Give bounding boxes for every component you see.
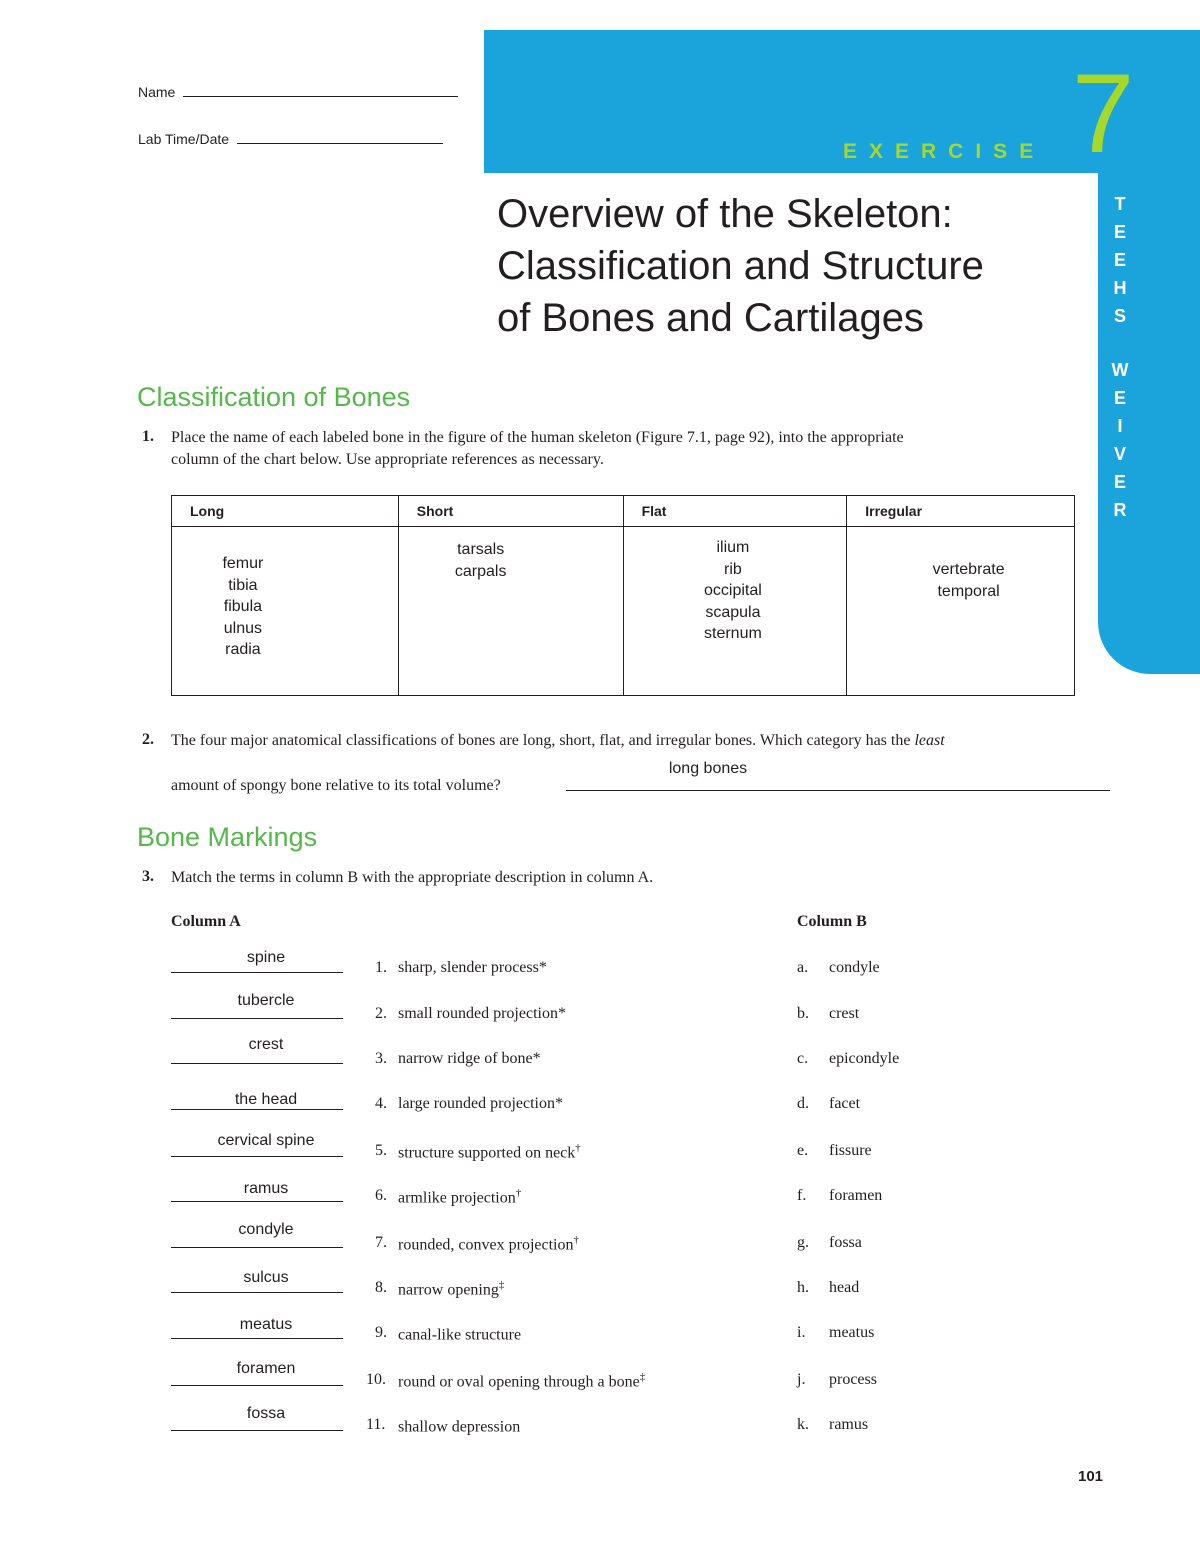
description-text [398, 1279, 504, 1299]
answer-blank[interactable] [171, 1018, 343, 1019]
exercise-number: 7 [1072, 51, 1135, 176]
footnote-mark: † [575, 1142, 581, 1154]
description-text [398, 1371, 645, 1391]
bone-entry: femur [222, 555, 264, 572]
title-line-2: Classification and Structure [497, 244, 984, 288]
term-letter: j. [797, 1371, 806, 1388]
term-letter: d. [797, 1095, 809, 1112]
cell-irregular[interactable] [847, 527, 1075, 696]
col-header-long: Long [172, 496, 399, 527]
review-sheet-letter: H [1113, 278, 1127, 298]
review-sheet-letter [1107, 330, 1133, 356]
description-label: armlike projection [398, 1189, 516, 1207]
question-1-text [171, 427, 1071, 471]
description-number: 10. [366, 1371, 386, 1388]
answer-blank[interactable] [171, 1385, 343, 1386]
description-text [398, 959, 547, 977]
description-number: 5. [375, 1142, 387, 1159]
description-text [398, 1324, 521, 1344]
description-text [398, 1005, 566, 1023]
term-letter: h. [797, 1279, 809, 1296]
labtime-blank[interactable] [237, 132, 443, 144]
question-1-line-2: column of the chart below. Use appropriate references as necessary. [171, 451, 604, 468]
question-2-line-2: amount of spongy bone relative to its total volume? [171, 777, 501, 794]
answer-text: spine [246, 949, 286, 966]
review-sheet-letter: E [1113, 222, 1126, 242]
labtime-label: Lab Time/Date [138, 131, 230, 147]
footnote-mark: * [557, 1005, 566, 1022]
review-sheet-letter: I [1117, 416, 1123, 436]
section-heading-bone-markings: Bone Markings [137, 822, 318, 852]
description-label: sharp, slender process [398, 959, 539, 976]
description-number: 8. [375, 1279, 387, 1296]
col-header-short: Short [398, 496, 623, 527]
col-header-irregular: Irregular [847, 496, 1075, 527]
term-text: condyle [829, 959, 880, 976]
bone-entry: sternum [704, 625, 762, 642]
term-letter: f. [797, 1187, 807, 1204]
description-label: shallow depression [398, 1418, 521, 1436]
col-header-flat: Flat [623, 496, 847, 527]
term-text: foramen [829, 1187, 883, 1204]
answer-text: sulcus [243, 1269, 289, 1286]
bone-entry: tibia [228, 576, 258, 594]
term-text: ramus [829, 1416, 869, 1433]
answer-blank[interactable] [171, 1292, 343, 1293]
answer-blank[interactable] [171, 1063, 343, 1064]
term-letter: a. [797, 959, 809, 976]
bone-entry: ilium [716, 539, 750, 556]
question-2-line-1 [171, 730, 945, 752]
description-label: large rounded projection [398, 1095, 555, 1112]
description-number: 9. [375, 1324, 387, 1341]
answer-blank[interactable] [171, 1156, 343, 1157]
bone-entry: tarsals [457, 541, 505, 558]
bone-entry: radia [225, 641, 261, 658]
classification-table [171, 495, 1075, 696]
description-number: 6. [375, 1187, 387, 1204]
description-label: rounded, convex projection [398, 1236, 574, 1254]
description-text [398, 1095, 563, 1113]
description-label: structure supported on neck [398, 1144, 576, 1162]
term-letter: g. [797, 1234, 809, 1251]
description-text [398, 1234, 579, 1254]
question-2-number: 2. [142, 731, 154, 748]
name-blank[interactable] [183, 85, 458, 97]
exercise-label: EXERCISE [843, 140, 1046, 163]
footnote-mark: * [538, 959, 547, 976]
answer-text: crest [248, 1036, 284, 1053]
footnote-mark: † [515, 1187, 522, 1199]
description-label: narrow opening [398, 1281, 499, 1299]
description-number: 11. [366, 1416, 386, 1433]
cell-long[interactable] [172, 527, 399, 696]
bone-entry: vertebrate [932, 561, 1005, 578]
term-text: head [829, 1279, 860, 1296]
question-3-number: 3. [142, 868, 154, 885]
term-text: epicondyle [829, 1050, 900, 1067]
term-letter: i. [797, 1324, 806, 1341]
description-text [398, 1416, 520, 1436]
term-text: fissure [829, 1142, 872, 1159]
cell-flat[interactable] [623, 527, 847, 696]
answer-blank[interactable] [171, 1201, 343, 1202]
question-3-text: Match the terms in column B with the appropriate description in column A. [171, 869, 654, 886]
description-label: narrow ridge of bone [398, 1050, 533, 1067]
column-a-label: Column A [171, 913, 241, 930]
bone-entry: occipital [703, 582, 762, 599]
description-number: 2. [375, 1005, 387, 1022]
answer-blank[interactable] [171, 1338, 343, 1339]
column-b-label: Column B [797, 913, 867, 930]
bone-entry: temporal [937, 582, 1000, 600]
name-field[interactable] [138, 84, 458, 100]
term-letter: k. [797, 1416, 809, 1433]
answer-blank[interactable] [171, 1247, 343, 1248]
question-1-line-1: Place the name of each labeled bone in the figure of the human skeleton (Figure 7.1, page 92), into the appropriate [171, 429, 904, 446]
question-2-answer-line[interactable] [566, 790, 1110, 791]
answer-blank[interactable] [171, 1430, 343, 1431]
answer-text: foramen [236, 1360, 296, 1377]
footnote-mark: * [532, 1050, 541, 1067]
description-text [398, 1187, 521, 1207]
review-sheet-letter: V [1113, 444, 1126, 464]
description-number: 4. [375, 1095, 387, 1112]
review-sheet-letter: R [1113, 500, 1127, 520]
question-2-emphasis: least [914, 732, 945, 749]
question-1-number: 1. [142, 428, 154, 445]
term-letter: c. [797, 1050, 809, 1067]
title-line-1: Overview of the Skeleton: [497, 192, 953, 236]
review-sheet-label [1107, 190, 1133, 524]
page-title [497, 188, 984, 344]
bone-entry: scapula [705, 603, 761, 621]
title-line-3: of Bones and Cartilages [497, 296, 924, 340]
footnote-mark: * [554, 1095, 563, 1112]
bone-entry: fibula [223, 598, 263, 615]
description-label: round or oval opening through a bone [398, 1373, 640, 1391]
term-text: process [829, 1371, 877, 1388]
answer-text: fossa [246, 1405, 286, 1422]
review-sheet-letter: E [1113, 472, 1126, 492]
term-letter: e. [797, 1142, 809, 1159]
labtime-field[interactable] [138, 131, 443, 147]
description-label: small rounded projection [398, 1005, 558, 1022]
description-text [398, 1050, 541, 1068]
question-2-text: The four major anatomical classifications of bones are long, short, flat, and irregular bones. Which category has the [171, 732, 911, 749]
answer-text: tubercle [237, 992, 295, 1009]
footnote-mark: ‡ [639, 1371, 646, 1383]
term-text: facet [829, 1095, 861, 1112]
description-text [398, 1142, 581, 1162]
bone-entry: rib [724, 560, 742, 578]
section-heading-classification: Classification of Bones [137, 382, 411, 412]
answer-blank[interactable] [171, 1109, 343, 1110]
name-label: Name [138, 84, 176, 100]
answer-blank[interactable] [171, 972, 343, 973]
term-text: fossa [829, 1234, 862, 1251]
review-sheet-letter: E [1113, 388, 1126, 408]
answer-text: cervical spine [217, 1132, 315, 1149]
answer-text: meatus [239, 1316, 293, 1333]
answer-text: ramus [243, 1180, 289, 1197]
review-sheet-letter: W [1111, 360, 1129, 380]
page-number: 101 [1078, 1468, 1104, 1485]
answer-text: condyle [238, 1221, 294, 1238]
description-label: canal-like structure [398, 1326, 522, 1344]
review-sheet-letter: T [1114, 194, 1126, 214]
term-text: crest [829, 1005, 860, 1022]
review-sheet-letter: E [1113, 250, 1126, 270]
term-letter: b. [797, 1005, 809, 1022]
bone-entry: carpals [454, 562, 507, 580]
description-number: 7. [375, 1234, 387, 1251]
bone-entry: ulnus [223, 619, 263, 637]
question-2-answer: long bones [668, 760, 748, 777]
answer-text: the head [234, 1091, 298, 1108]
cell-short[interactable] [398, 527, 623, 696]
footnote-mark: ‡ [498, 1279, 505, 1291]
description-number: 3. [375, 1050, 387, 1067]
footnote-mark: † [573, 1234, 579, 1246]
description-number: 1. [375, 959, 387, 976]
review-sheet-letter: S [1113, 306, 1126, 326]
term-text: meatus [829, 1324, 875, 1341]
